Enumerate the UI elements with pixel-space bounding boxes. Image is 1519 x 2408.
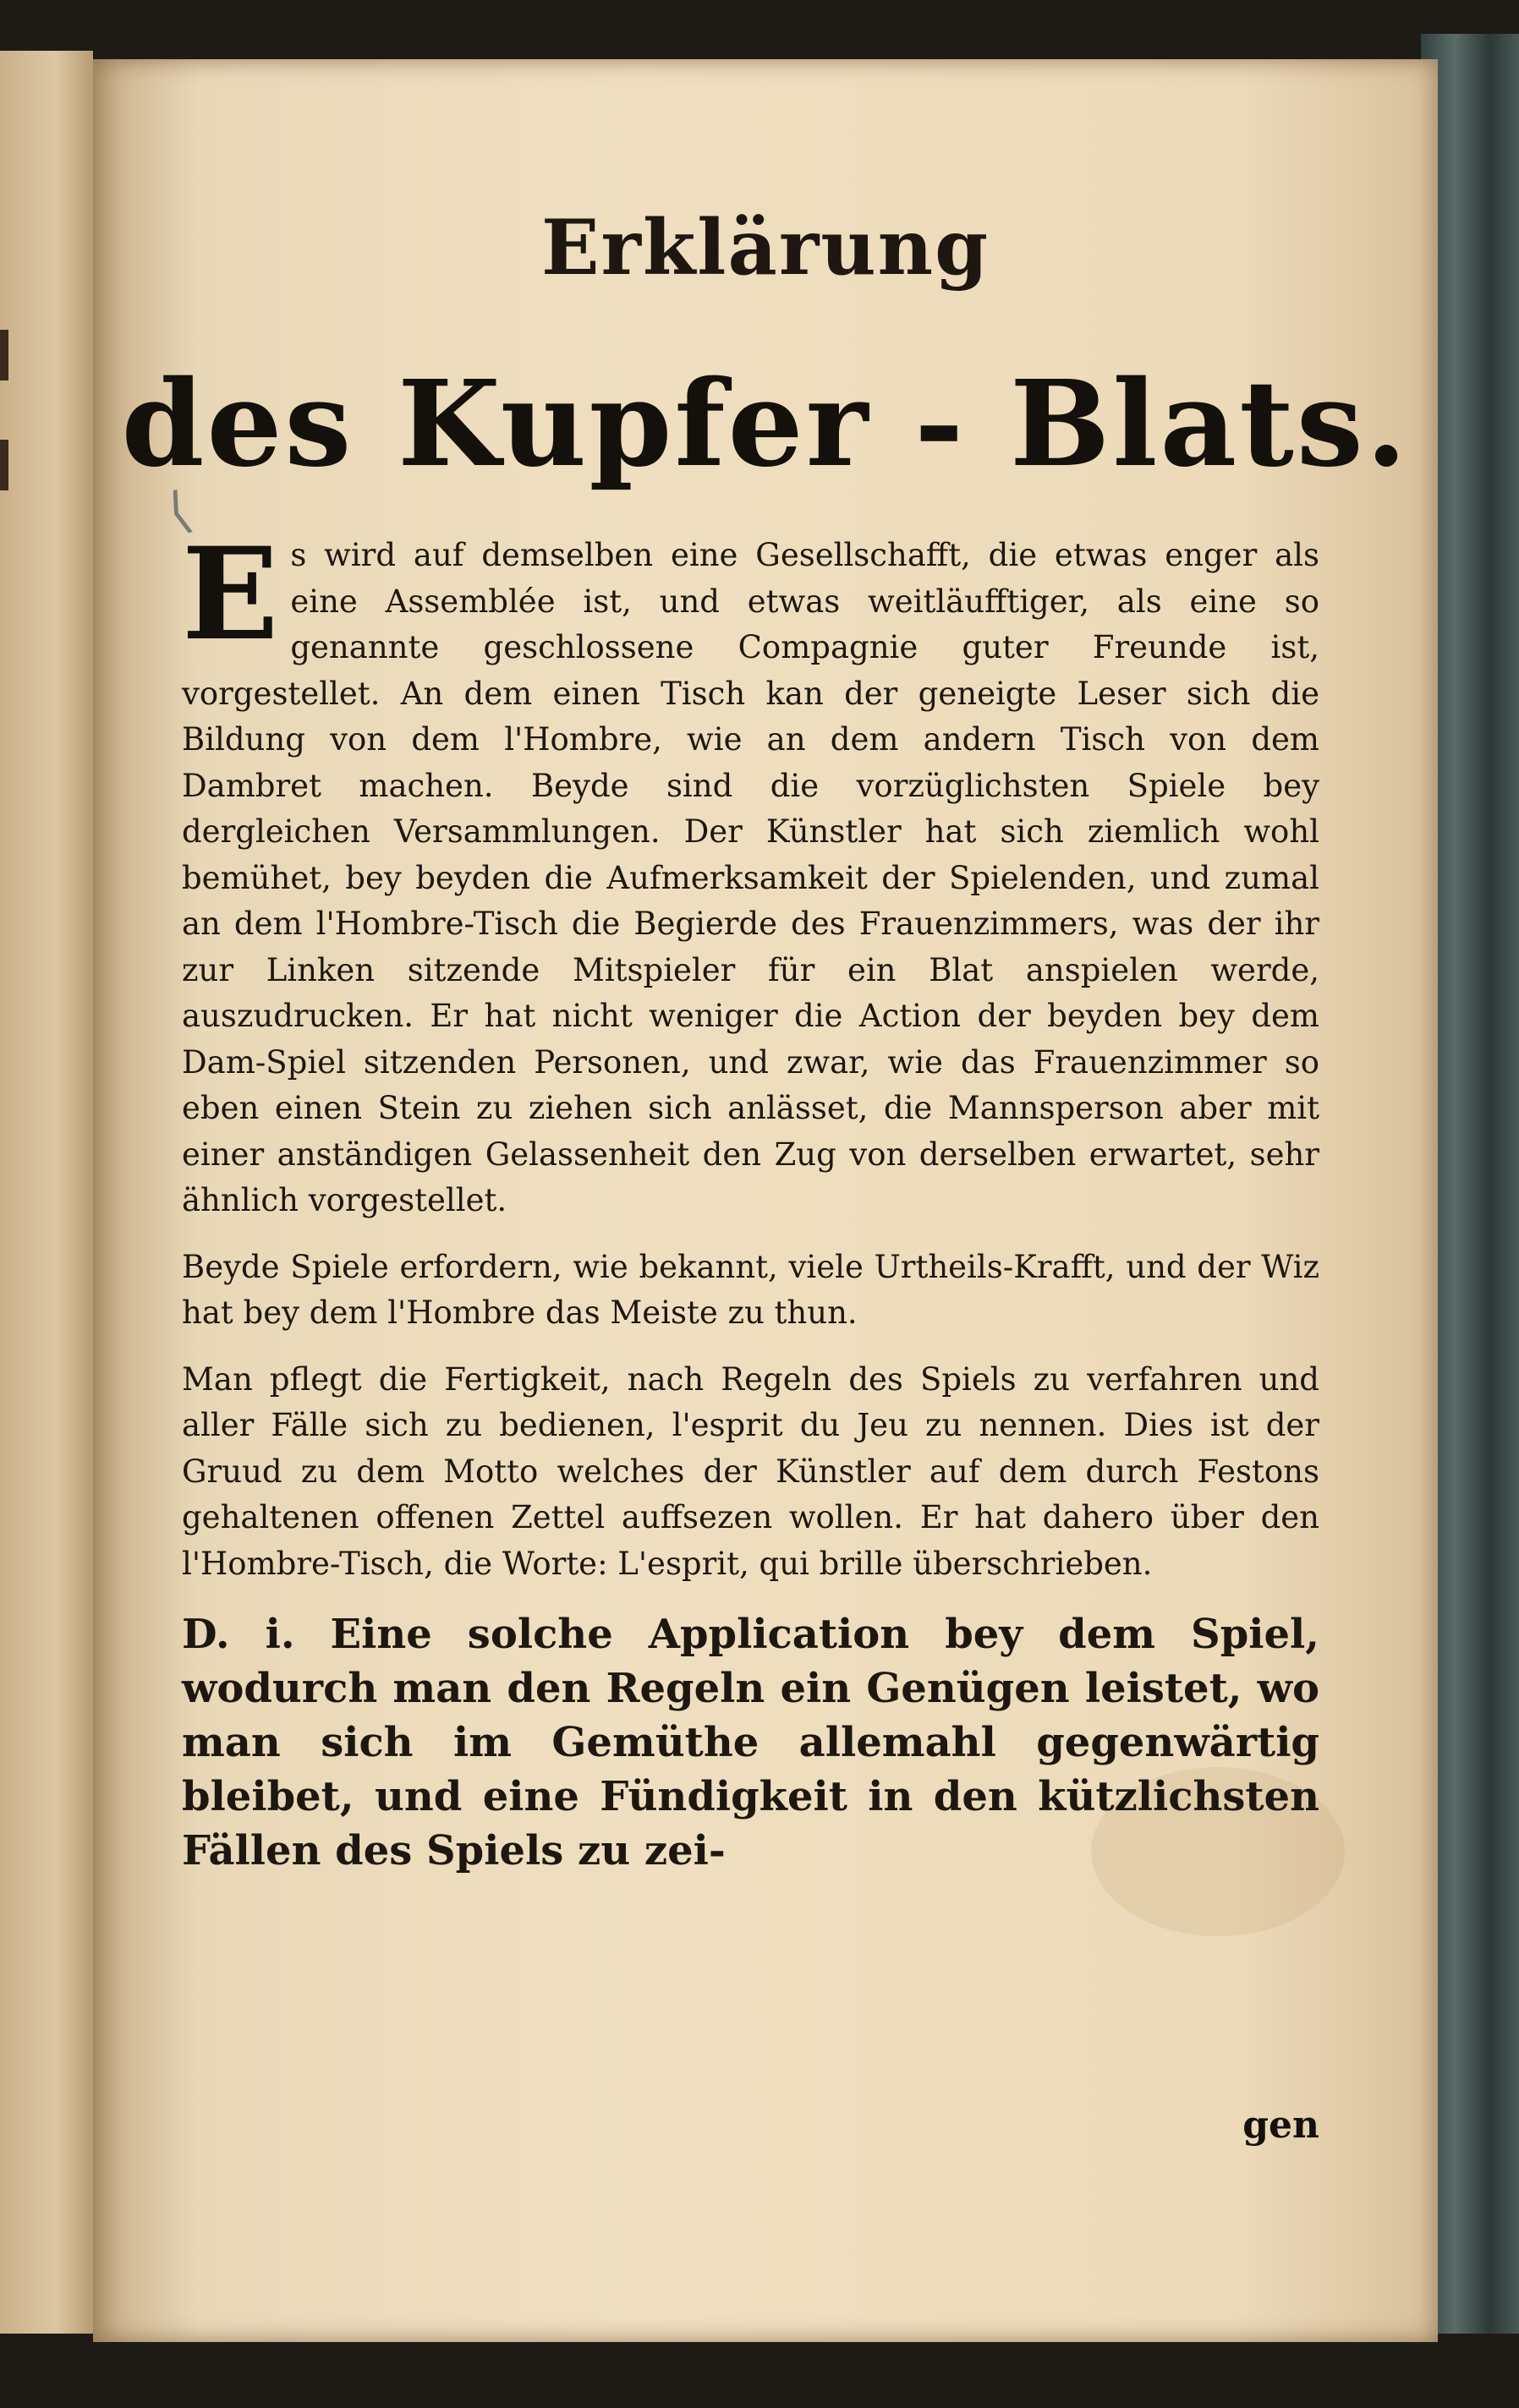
book-page <box>93 59 1438 2342</box>
pencil-mark-icon: ⟨ <box>159 480 199 543</box>
paragraph-1: Es wird auf demselben eine Gesellschafft, die etwas enger als eine Assemblée ist, und etwas weitläufftiger, als eine so genannte geschlossene Compagnie guter Freunde ist, vorgestellet. An dem einen Tisch kan der geneigte Leser sich die Bildung von dem l'Hombre, wie an dem andern Tisch von dem Dambret machen. Beyde sind die vorzüglichsten Spiele bey dergleichen Versammlungen. Der Künstler hat sich ziemlich wohl bemühet, bey beyden die Aufmerksamkeit der Spielenden, und zumal an dem l'Hombre-Tisch die Begierde des Frauenzimmers, was der ihr zur Linken sitzende Mitspieler für ein Blat anspielen werde, auszudrucken. Er hat nicht weniger die Action der beyden bey dem Dam-Spiel sitzenden Personen, und zwar, wie das Frauenzimmer so eben einen Stein zu ziehen sich anlässet, die Mannsperson aber mit einer anständigen Gelassenheit den Zug von derselben erwartet, sehr ähnlich vorgestellet. <box>182 520 1319 1218</box>
paragraph-2: Beyde Spiele erfordern, wie bekannt, viele Urtheils-Krafft, und der Wiz hat bey dem l'Hombre das Meiste zu thun. <box>182 1248 1319 1331</box>
body-text <box>182 520 1319 1898</box>
left-page-edge <box>0 51 93 2334</box>
left-edge-mark <box>0 330 8 380</box>
paragraph-3: Man pflegt die Fertigkeit, nach Regeln des Spiels zu verfahren und aller Fälle sich zu bedienen, l'esprit du Jeu zu nennen. Dies ist der Gruud zu dem Motto welches der Künstler auf dem durch Festons gehaltenen offenen Zettel auffsezen wollen. Er hat dahero über den l'Hombre-Tisch, die Worte: L'esprit, qui brille überschrieben. <box>182 1360 1319 1582</box>
catchword: gen <box>1242 2104 1319 2147</box>
paragraph-large: D. i. Eine solche Application bey dem Spiel, wodurch man den Regeln ein Genügen leistet, wo man sich im Gemüthe allemahl gegenwärtig bleibet, und eine Fündigkeit in den kützlichsten Fällen des Spiels zu zei- <box>182 1611 1319 1874</box>
title-line-2: des Kupfer - Blats. <box>121 355 1410 494</box>
title-line-1: Erklärung <box>540 203 990 293</box>
left-edge-mark <box>0 440 8 490</box>
